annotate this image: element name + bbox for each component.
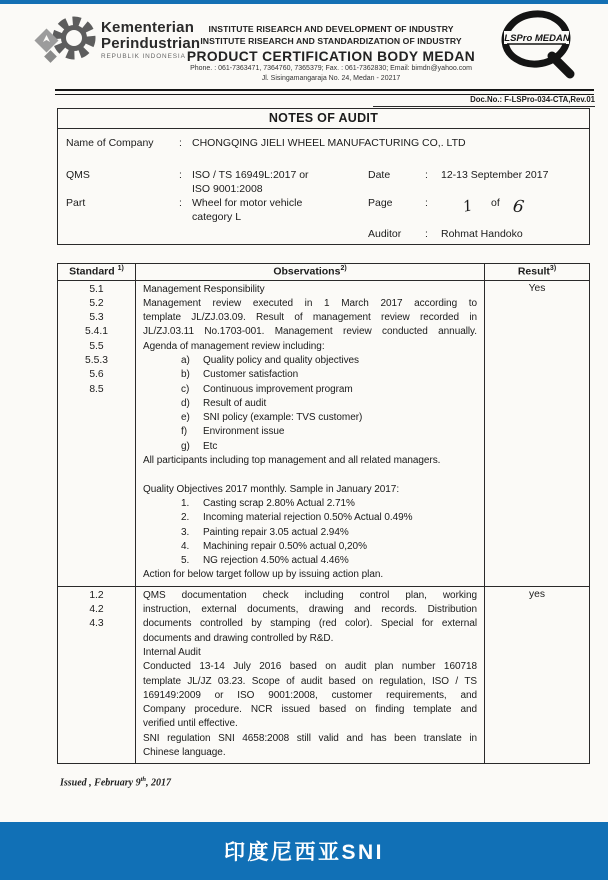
qms-value-line2: ISO 9001:2008 [192,183,263,195]
list-marker: b) [181,369,190,381]
list-marker: a) [181,354,190,366]
standard-cell [58,587,136,764]
issued-date-line: Issued , February 9th, 2017 [60,776,171,789]
observation-line: Action for below target follow up by issuing action plan. [143,569,384,581]
company-label: Name of Company [66,137,154,149]
observation-line [143,511,477,525]
institute-line-1: INSTITUTE RISEARCH AND DEVELOPMENT OF INDUSTRY [208,24,454,34]
list-item-text: Result of audit [203,397,267,409]
page-current-handwritten: 1 [461,196,475,216]
observation-line: All participants including top management and all related managers. [143,455,441,467]
observation-line: SNI regulation SNI 4658:2008 still valid and has been translate in [143,732,477,744]
list-item-text: NG rejection 4.50% actual 4.46% [203,555,349,567]
list-item-text: Quality policy and quality objectives [203,354,360,366]
observation-line: Management Responsibility [143,283,265,295]
observation-line: documents controlled by stamping (red color). Special for external [143,618,477,630]
observation-line: template JL/JZ 03.23. Scope of audit based on regulation, ISO / TS [143,675,477,687]
observations-column-header: Observations$^{2)}$ [136,264,485,280]
list-marker: 3. [181,526,190,538]
document-title: NOTES OF AUDIT [58,109,589,129]
top-blue-bar [0,0,608,4]
table-row [58,281,589,586]
result-cell: Yes [528,282,546,294]
observation-line [143,468,477,482]
observation-line: JL/ZJ.03.11 No.1703-001. Management review conducted annually. [143,326,477,338]
observation-line [143,497,477,511]
bottom-banner [0,822,608,880]
audit-table-header [58,264,589,281]
list-item-text: Customer satisfaction [203,369,299,381]
observation-line: Agenda of management review including: [143,340,325,352]
list-marker: 1. [181,497,190,509]
page-colon: : [425,197,428,209]
standard-clause: 5.3 [89,312,104,324]
list-item-text: Environment issue [203,426,285,438]
observation-line [143,540,477,554]
list-marker: c) [181,383,190,395]
auditor-colon: : [425,228,428,240]
standard-clause: 5.5.3 [85,354,108,366]
observation-line [143,383,477,397]
list-item-text: Casting scrap 2.80% Actual 2.71% [203,497,355,509]
observation-line [143,397,477,411]
observation-line [143,368,477,382]
list-item-text: Incoming material rejection 0.50% Actual 0.49% [203,512,413,524]
qms-colon: : [179,169,182,181]
list-marker: e) [181,412,190,424]
observation-line [143,440,477,454]
result-cell: yes [528,588,546,600]
observation-line: Quality Objectives 2017 monthly. Sample in January 2017: [143,483,400,495]
standard-clause: 8.5 [89,383,104,395]
list-marker: 4. [181,540,190,552]
observations-footnote-ref: 2) [340,265,347,272]
standard-clause: 1.2 [89,589,104,601]
standard-clause: 4.2 [89,604,104,616]
page-total-handwritten: 6 [511,196,526,218]
phone-fax-email-line: Phone. : 061-7363471, 7364760, 7365379; Fax. : 061-7362830; Email: bimdn@yahoo.com [190,65,472,72]
standard-column-header: Standard $^{1)}$ [58,264,136,280]
lspro-logo-text: LSPro MEDAN [504,33,570,44]
observation-line: instruction, external documents, drawing and records. Distribution [143,604,477,616]
qms-value-line1: ISO / TS 16949L:2017 or [192,169,309,181]
list-item-text: SNI policy (example: TVS customer) [203,412,363,424]
standard-clause: 5.1 [89,283,104,295]
list-marker: 5. [181,555,190,567]
standard-cell [58,281,136,586]
part-label: Part [66,197,86,209]
result-column-header: Result$^{3)}$ [517,265,557,278]
observation-line: Management review executed in 1 March 2017 according to [143,297,477,309]
lspro-medan-logo [499,10,579,82]
observation-line: Company procedure. NCR issued based on finding template and [143,704,477,716]
audit-table-body [58,281,589,764]
date-label: Date [368,169,391,181]
observation-line: documents and drawing controlled by R&D. [143,632,334,644]
list-marker: f) [181,426,188,438]
certification-body-name: PRODUCT CERTIFICATION BODY MEDAN [186,49,476,64]
list-marker: g) [181,440,190,452]
institute-line-2: INSTITUTE RISEARCH AND STANDARDIZATION OF INDUSTRY [200,35,462,46]
observation-line [143,554,477,568]
observation-line: Internal Audit [143,646,201,658]
date-value: 12-13 September 2017 [441,169,549,181]
list-item-text: Continuous improvement program [203,383,353,395]
company-value: CHONGQING JIELI WHEEL MANUFACTURING CO,. LTD [192,137,466,149]
address-line: Jl. Sisingamangaraja No. 24, Medan - 20217 [261,74,401,82]
company-colon: : [179,137,182,149]
page-label: Page [368,197,393,209]
standard-clause: 4.3 [89,618,104,630]
notes-of-audit-box [57,108,590,245]
list-marker: 2. [181,512,190,524]
page-of-word: of [491,197,500,209]
auditor-value: Rohmat Handoko [441,228,523,240]
letterhead [145,24,517,83]
table-row [58,586,589,764]
observation-line [143,526,477,540]
observation-line [143,425,477,439]
list-marker: d) [181,397,190,409]
part-colon: : [179,197,182,209]
result-footnote-ref: 3) [549,265,557,272]
observation-line: Chinese language. [143,747,226,758]
observation-line: template JL/ZJ.03.09. Result of management review recorded in [143,312,477,324]
observation-line [143,354,477,368]
standard-clause: 5.5 [89,340,104,352]
observation-line: verified until effective. [143,718,238,730]
auditor-label: Auditor [368,228,402,240]
part-value-line1: Wheel for motor vehicle [192,197,303,209]
observations-cell [136,587,485,764]
observation-line: QMS documentation check including control plan, working [143,589,477,601]
part-value-line2: category L [192,211,242,223]
list-item-text: Etc [203,440,218,452]
list-item-text: Painting repair 3.05 actual 2.94% [203,526,349,538]
qms-label: QMS [66,169,90,181]
observation-line [143,411,477,425]
ministry-subtitle: REPUBLIK INDONESIA [101,53,186,60]
standard-clause: 5.6 [89,369,104,381]
audit-table [57,263,590,764]
observation-line: 169149:2009 or ISO 9001:2008, customer requirements, and [143,689,477,701]
banner-title: 印度尼西亚SNI [223,841,384,864]
observations-cell [136,281,485,586]
ministry-name-line1: Kementerian [101,19,195,36]
standard-footnote-ref: 1) [117,265,124,272]
list-item-text: Machining repair 0.50% actual 0,20% [203,540,367,552]
ministry-gear-icon [34,12,100,74]
ministry-name-line2: Perindustrian [101,35,201,52]
standard-clause: 5.4.1 [85,326,108,338]
date-colon: : [425,169,428,181]
doc-number: Doc.No.: F-LSPro-034-CTA,Rev.01 [373,95,595,107]
standard-clause: 5.2 [89,297,104,309]
observation-line: Conducted 13-14 July 2016 based on audit plan number 160718 [143,661,477,673]
